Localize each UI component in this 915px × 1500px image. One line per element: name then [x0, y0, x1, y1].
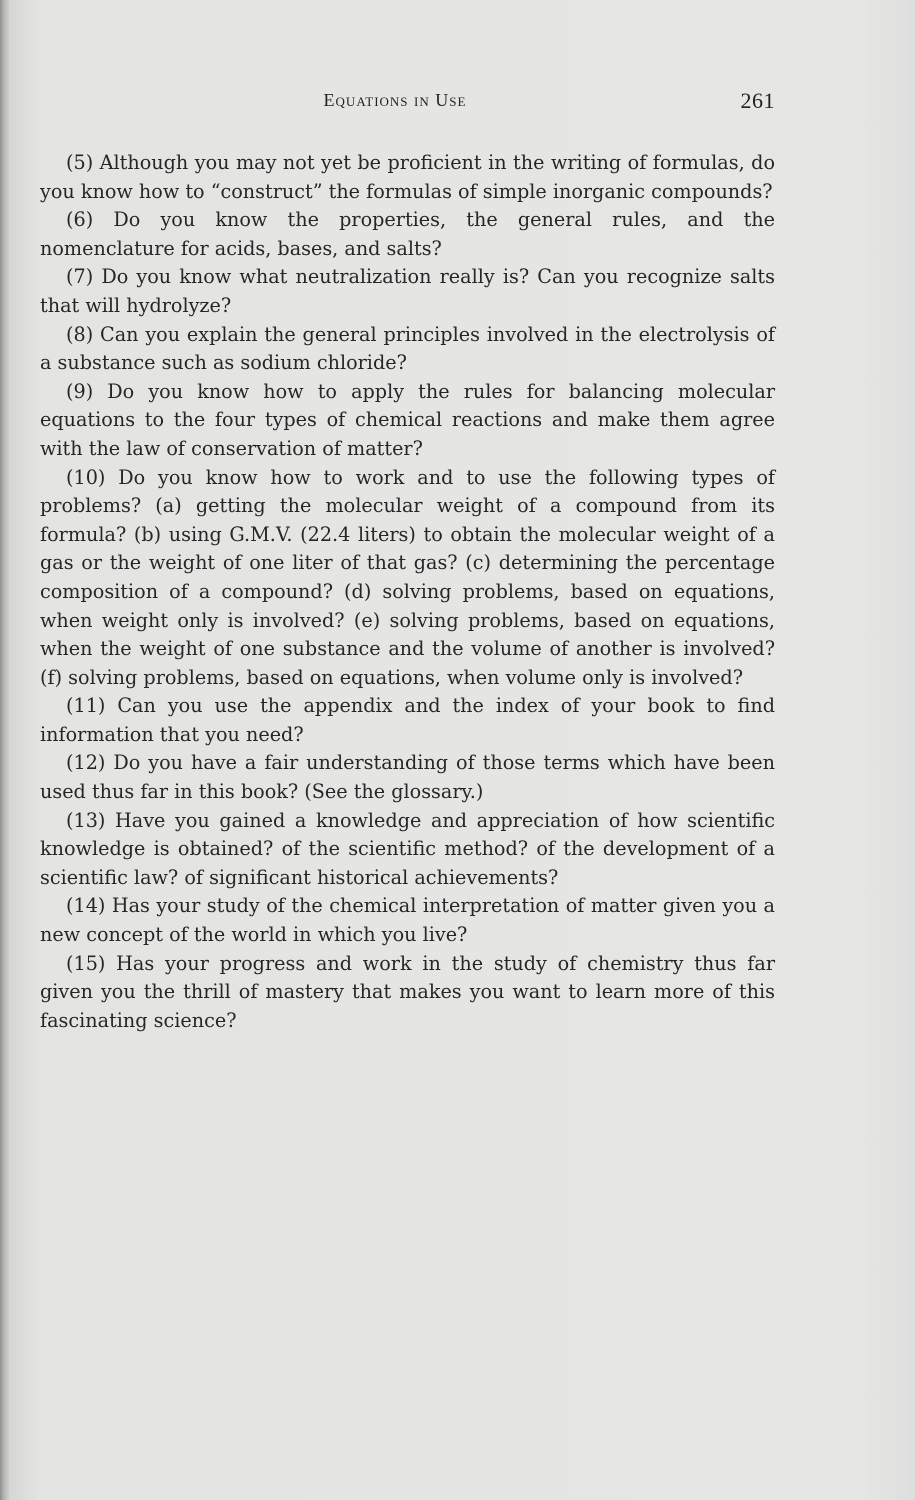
- page-number: 261: [740, 88, 775, 113]
- question-15: (15) Has your progress and work in the study of chemistry thus far given you the thrill of mastery that makes you want to learn more of this fascinating science?: [40, 951, 775, 1032]
- question-9: (9) Do you know how to apply the rules for balancing molecular equations to the four types of chemical reactions and make them agree with the law of conservation of matter?: [40, 379, 775, 460]
- page-binding-edge: [0, 0, 9, 1500]
- question-11: (11) Can you use the appendix and the index of your book to find information that you need?: [40, 694, 775, 746]
- question-12: (12) Do you have a fair understanding of those terms which have been used thus far in this book? (See the glossary.): [40, 751, 775, 804]
- question-8: (8) Can you explain the general principles involved in the electrolysis of a substance such as sodium chloride?: [40, 322, 775, 375]
- question-6: (6) Do you know the properties, the general rules, and the nomenclature for acids, bases, and salts?: [40, 208, 775, 260]
- question-5: (5) Although you may not yet be proficient in the writing of formulas, do you know how to “construct” the formulas of simple inorganic compounds?: [40, 151, 775, 203]
- question-7: (7) Do you know what neutralization really is? Can you recognize salts that will hydrolyze?: [40, 265, 775, 317]
- question-10: (10) Do you know how to work and to use the following types of problems? (a) getting the molecular weight of a compound from its formula? (b) using G.M.V. (22.4 liters) to obtain the molecular weight of a gas or the weight of one liter of that gas? (c) determining the percentage composition of a compound? (d) solving problems, based on equations, when weight only is involved? (e) solving problems, based on equations, when the weight of one substance and the volume of another is involved? (f) solving problems, based on equations, when volume only is involved?: [40, 465, 775, 689]
- review-questions: [40, 149, 775, 1035]
- question-14: (14) Has your study of the chemical interpretation of matter given you a new concept of the world in which you live?: [40, 894, 775, 947]
- question-13: (13) Have you gained a knowledge and appreciation of how scientific knowledge is obtained? of the scientific method? of the development of a scientific law? of significant historical achievements?: [40, 808, 775, 889]
- page-header: [40, 88, 775, 118]
- running-title: Equations in Use: [323, 90, 467, 110]
